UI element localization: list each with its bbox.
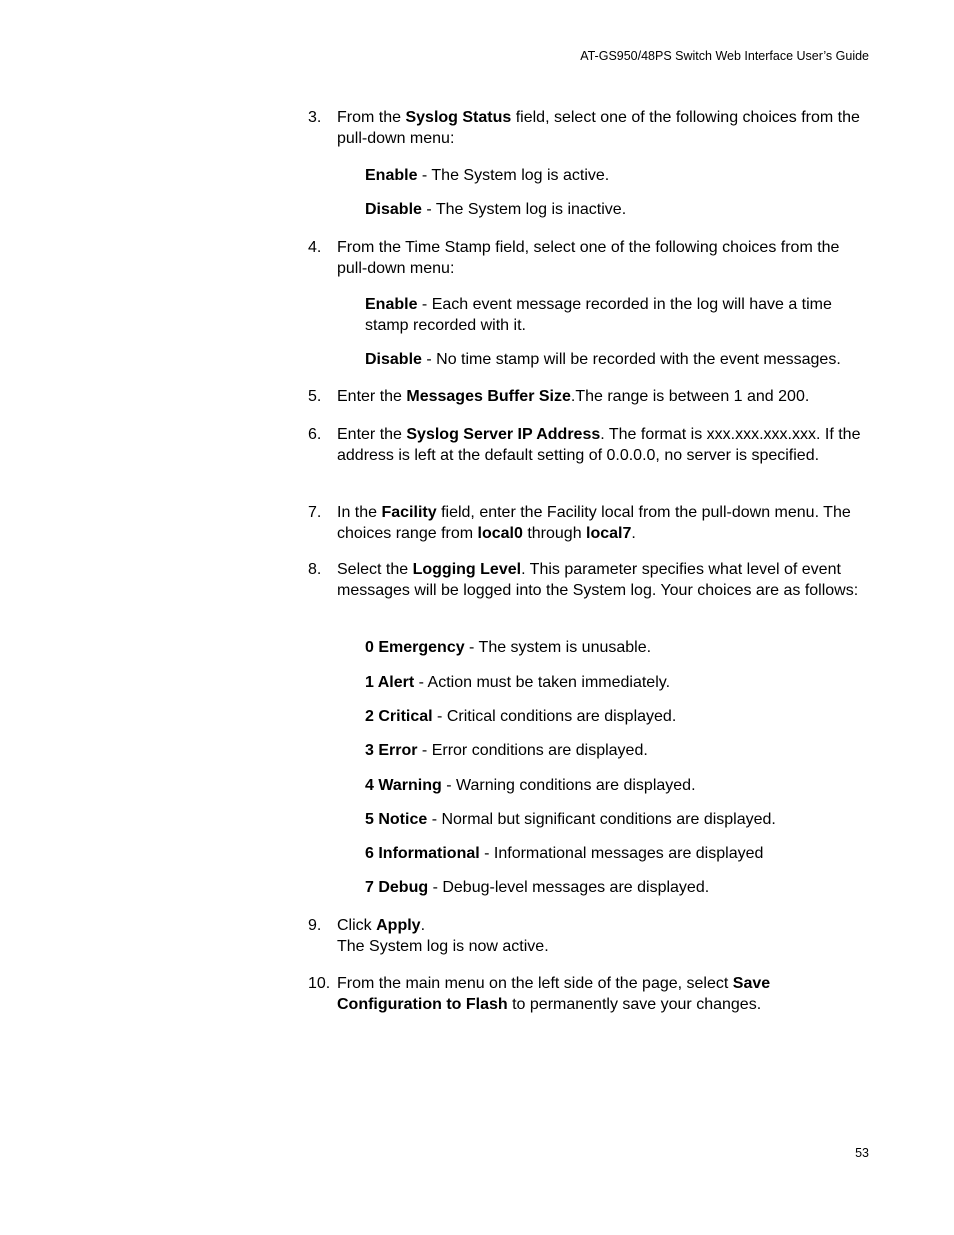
step-text: Select the Logging Level. This parameter specifies what level of event messages will be logged into the System log. Your choices are as follows: [337, 561, 859, 599]
step-number: 3. [308, 109, 322, 126]
option-enable: Enable - Each event message recorded in the log will have a time stamp recorded with it. [365, 296, 832, 334]
step-10 [308, 974, 868, 1015]
step-text: From the Time Stamp field, select one of the following choices from the pull-down menu: [337, 239, 840, 277]
level-debug: 7 Debug - Debug-level messages are displayed. [365, 879, 710, 896]
step-3 [308, 108, 868, 149]
level-error: 3 Error - Error conditions are displayed. [365, 742, 648, 759]
step-9 [308, 916, 868, 957]
step-6 [308, 425, 868, 466]
level-critical: 2 Critical - Critical conditions are displayed. [365, 708, 677, 725]
step-text: In the Facility field, enter the Facility local from the pull-down menu. The choices range from local0 through local7. [337, 504, 851, 542]
step-number: 7. [308, 504, 322, 521]
page-number: 53 [855, 1146, 869, 1160]
level-notice: 5 Notice - Normal but significant conditions are displayed. [365, 811, 776, 828]
step-text: Click Apply. [337, 917, 426, 934]
option-disable: Disable - No time stamp will be recorded with the event messages. [365, 351, 841, 368]
step-result: The System log is now active. [337, 937, 549, 955]
step-5 [308, 387, 868, 408]
step-text: Enter the Messages Buffer Size.The range is between 1 and 200. [337, 388, 810, 405]
level-emergency: 0 Emergency - The system is unusable. [365, 639, 652, 656]
step-number: 8. [308, 561, 322, 578]
step-8 [308, 560, 868, 601]
level-warning: 4 Warning - Warning conditions are displayed. [365, 777, 696, 794]
step-text: From the main menu on the left side of the page, select Save Configuration to Flash to permanently save your changes. [337, 975, 771, 1013]
step-number: 6. [308, 426, 322, 443]
step-text: Enter the Syslog Server IP Address. The format is xxx.xxx.xxx.xxx. If the address is left at the default setting of 0.0.0.0, no server is specified. [337, 426, 861, 464]
step-number: 5. [308, 388, 322, 405]
step-4 [308, 238, 868, 279]
step-number: 4. [308, 239, 322, 256]
step-number: 9. [308, 917, 322, 934]
step-text: From the Syslog Status field, select one of the following choices from the pull-down menu: [337, 109, 860, 147]
option-enable: Enable - The System log is active. [365, 167, 610, 184]
running-header: AT-GS950/48PS Switch Web Interface User’s Guide [580, 49, 869, 63]
level-informational: 6 Informational - Informational messages are displayed [365, 845, 764, 862]
level-alert: 1 Alert - Action must be taken immediately. [365, 674, 671, 691]
step-7 [308, 503, 868, 544]
step-number: 10. [308, 975, 331, 992]
option-disable: Disable - The System log is inactive. [365, 201, 627, 218]
